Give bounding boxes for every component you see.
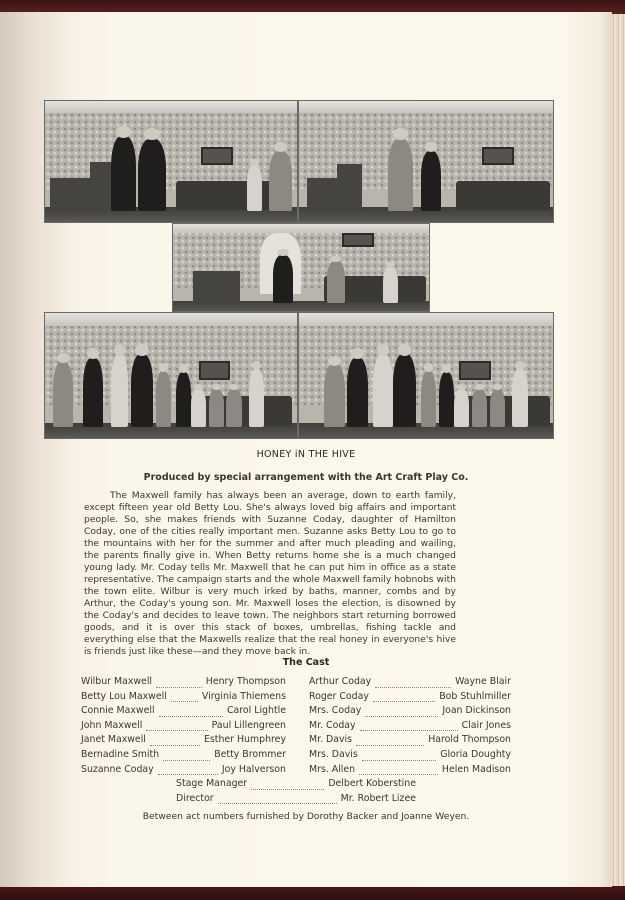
leader-dots [375, 686, 451, 688]
cast-actor: Clair Jones [461, 719, 511, 731]
cast-actor: Wayne Blair [455, 676, 511, 687]
cast-row [309, 705, 511, 720]
cast-row [81, 705, 286, 720]
cast-row [81, 691, 286, 706]
cast-actor: Carol Lightle [226, 705, 286, 717]
leader-dots [362, 759, 436, 761]
leader-dots [171, 700, 198, 702]
cast-row [309, 749, 511, 764]
cast-actor: Virginia Thiemens [201, 690, 286, 702]
cast-actor: Bob Stuhlmiller [439, 690, 511, 702]
cast-role: Connie Maxwell [81, 705, 155, 717]
play-synopsis: The Maxwell family has always been an average, down to earth family, except fifteen year old Betty Lou. She's always loved big affairs and important people. So, she makes friends with Suzanne Coday, daughter of Hamilton Coday, one of the cities really important men. Suzanne asks Betty Lou to go to the mountains with her for the summer and after much pleading and wailing, the parents finally give in. When Betty returns home she is a much changed young lady. Mr. Coday tells Mr. Maxwell that he can put him in office as a state representative. The campaign starts and the whole Maxwell family hobnobs with the town elite. Wilbur is very much irked by baths, manner, combs and by Arthur, the Coday's young son. Mr. Maxwell loses the election, is disowned by the Coday's and decides to leave town. The neighbors start returning borrowed goods, and it is over this stack of boxes, umbrellas, fishing tackle and everything else that the Maxwells realize that the real honey in everyone's hive is friends just like these—and they move back in. [84, 490, 456, 657]
leader-dots [159, 715, 223, 717]
leader-dots [146, 729, 207, 731]
cast-row [309, 676, 511, 691]
cast-list-left [81, 676, 286, 778]
cast-row [81, 734, 286, 749]
cast-row [81, 764, 286, 779]
leader-dots [163, 759, 210, 761]
page-stack-edge [610, 14, 625, 886]
crew-row [176, 778, 416, 793]
leader-dots [251, 788, 324, 790]
cast-actor: Henry Thompson [205, 676, 286, 687]
crew-member: Mr. Robert Lizee [340, 792, 416, 804]
cast-role: Mrs. Davis [309, 748, 358, 760]
cast-role: John Maxwell [81, 719, 143, 731]
leader-dots [158, 773, 218, 775]
crew-role: Director [176, 792, 214, 804]
leader-dots [360, 729, 458, 731]
crew-list [176, 778, 416, 807]
cast-actor: Joy Halverson [221, 763, 286, 775]
photo-collage [44, 100, 552, 440]
cast-row [309, 764, 511, 779]
leader-dots [218, 802, 337, 804]
production-credit: Produced by special arrangement with the Art Craft Play Co. [143, 472, 469, 483]
cast-actor: Esther Humphrey [203, 734, 286, 746]
cast-role: Betty Lou Maxwell [81, 690, 167, 702]
stage-photo-2 [298, 100, 554, 223]
leader-dots [359, 773, 438, 775]
play-title: HONEY iN THE HIVE [256, 449, 356, 460]
cast-role: Roger Coday [309, 690, 369, 702]
leader-dots [373, 700, 435, 702]
cast-role: Mrs. Allen [309, 763, 356, 775]
cast-row [81, 676, 286, 691]
cast-role: Suzanne Coday [81, 763, 154, 775]
cast-actor: Harold Thompson [428, 734, 511, 746]
crew-role: Stage Manager [176, 778, 248, 789]
cast-actor: Betty Brommer [214, 748, 286, 760]
stage-photo-3 [172, 223, 430, 312]
cast-list-right [309, 676, 511, 778]
cast-row [309, 734, 511, 749]
cast-row [309, 720, 511, 735]
cast-actor: Gloria Doughty [440, 748, 511, 760]
leader-dots [356, 744, 424, 746]
book-cover-bottom-edge [0, 886, 625, 900]
leader-dots [365, 715, 438, 717]
crew-row [176, 793, 416, 808]
crew-member: Delbert Koberstine [328, 778, 416, 789]
cast-row [309, 691, 511, 706]
stage-photo-4 [44, 312, 298, 439]
yearbook-page [0, 12, 612, 887]
cast-row [81, 749, 286, 764]
cast-actor: Paul Lillengreen [211, 719, 286, 731]
cast-role: Mr. Coday [309, 719, 356, 731]
cast-role: Mr. Davis [309, 734, 353, 746]
stage-photo-5 [298, 312, 554, 439]
cast-role: Janet Maxwell [81, 734, 146, 746]
cast-row [81, 720, 286, 735]
cast-role: Bernadine Smith [81, 748, 160, 760]
leader-dots [156, 686, 202, 688]
leader-dots [150, 744, 200, 746]
music-credit: Between act numbers furnished by Dorothy Backer and Joanne Weyen. [142, 811, 470, 822]
cast-actor: Helen Madison [441, 763, 511, 775]
cast-heading: The Cast [282, 657, 330, 668]
stage-photo-1 [44, 100, 298, 223]
cast-role: Mrs. Coday [309, 705, 362, 717]
cast-actor: Joan Dickinson [442, 705, 511, 717]
cast-role: Wilbur Maxwell [81, 676, 153, 687]
cast-role: Arthur Coday [309, 676, 372, 687]
